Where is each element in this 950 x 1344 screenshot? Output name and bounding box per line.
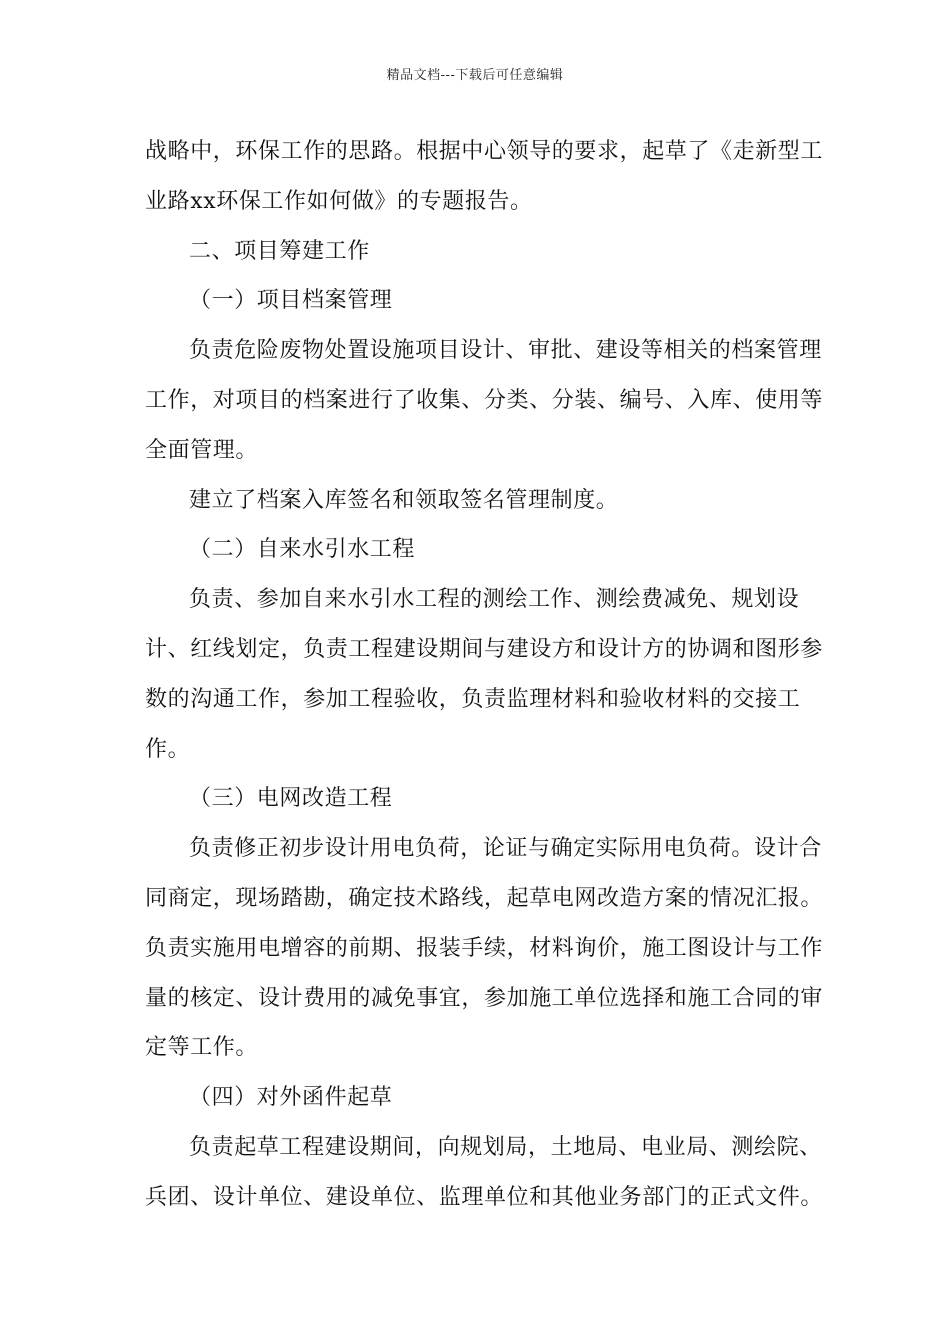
- paragraph-external-letters: 负责起草工程建设期间，向规划局，土地局、电业局、测绘院、兵团、设计单位、建设单位、监理单位和其他业务部门的正式文件。: [145, 1134, 824, 1210]
- paragraph-grid-project: 负责修正初步设计用电负荷，论证与确定实际用电负荷。设计合同商定，现场踏勘，确定技术路线，起草电网改造方案的情况汇报。负责实施用电增容的前期、报装手续，材料询价，施工图设计与工作量的核定、设计费用的减免事宜，参加施工单位选择和施工合同的审定等工作。: [145, 836, 824, 1061]
- subheading-external-letters: （四）对外函件起草: [189, 1085, 393, 1111]
- section-heading-project-preparation: 二、项目筹建工作: [189, 238, 370, 264]
- page-header: 精品文档---下载后可任意编辑: [386, 68, 564, 83]
- subheading-water-project: （二）自来水引水工程: [189, 537, 416, 563]
- paragraph-1: 战略中，环保工作的思路。根据中心领导的要求，起草了《走新型工业路xx环保工作如何做》的专题报告。: [145, 139, 824, 214]
- paragraph-archive-management: 负责危险废物处置设施项目设计、审批、建设等相关的档案管理工作，对项目的档案进行了收集、分类、分装、编号、入库、使用等全面管理。: [145, 338, 824, 463]
- subheading-grid-project: （三）电网改造工程: [189, 786, 393, 812]
- paragraph-archive-system: 建立了档案入库签名和领取签名管理制度。: [189, 487, 619, 513]
- document-body: [145, 127, 827, 1223]
- paragraph-water-project: 负责、参加自来水引水工程的测绘工作、测绘费减免、规划设计、红线划定，负责工程建设期间与建设方和设计方的协调和图形参数的沟通工作，参加工程验收，负责监理材料和验收材料的交接工作。: [145, 587, 824, 762]
- subheading-archive-management: （一）项目档案管理: [189, 288, 393, 314]
